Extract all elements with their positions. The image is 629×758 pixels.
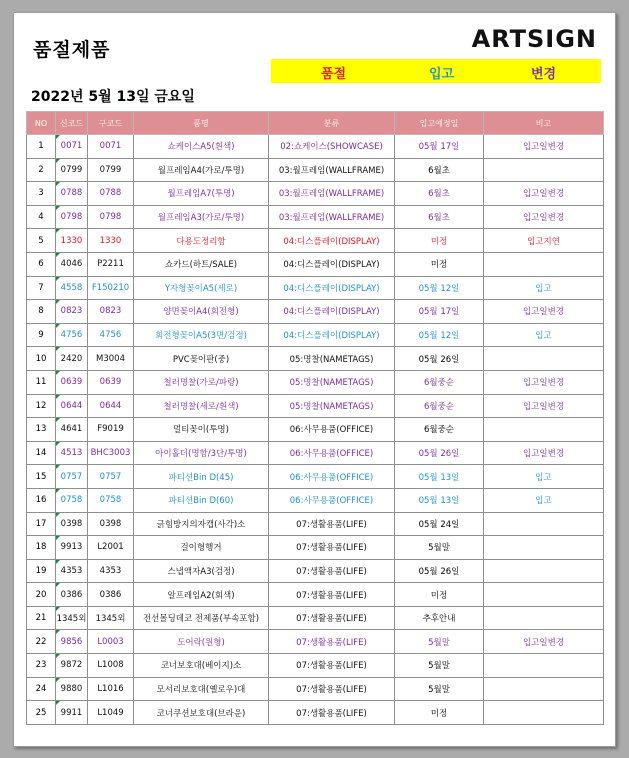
cell-old-code: 0788 bbox=[88, 182, 134, 206]
cell-category: 06:사무용품(OFFICE) bbox=[269, 418, 395, 442]
cell-category: 07:생활용품(LIFE) bbox=[269, 630, 395, 654]
cell-category: 03:월프레임(WALLFRAME) bbox=[269, 205, 395, 229]
cell-old-code: F150210 bbox=[88, 276, 134, 300]
cell-new-code: 0639 bbox=[56, 370, 88, 394]
cell-note: 입고지연 bbox=[484, 229, 604, 253]
document-page bbox=[13, 12, 616, 747]
cell-note: 입고 bbox=[484, 465, 604, 489]
table-row bbox=[27, 559, 604, 583]
table-row bbox=[27, 441, 604, 465]
cell-new-code: 0788 bbox=[56, 182, 88, 206]
cell-old-code: BHC3003 bbox=[88, 441, 134, 465]
cell-no: 17 bbox=[27, 512, 56, 536]
table-row bbox=[27, 135, 604, 159]
col-header-category: 분류 bbox=[269, 112, 395, 135]
cell-product-name: 철러명찰(세로/흰색) bbox=[134, 394, 269, 418]
table-row bbox=[27, 394, 604, 418]
cell-expected-date: 05월 26일 bbox=[395, 347, 484, 371]
col-header-note: 비고 bbox=[484, 112, 604, 135]
cell-no: 1 bbox=[27, 135, 56, 159]
cell-note: 입고일변경 bbox=[484, 441, 604, 465]
table-row bbox=[27, 182, 604, 206]
cell-old-code: L1049 bbox=[88, 701, 134, 725]
cell-no: 3 bbox=[27, 182, 56, 206]
cell-no: 9 bbox=[27, 323, 56, 347]
table-row bbox=[27, 512, 604, 536]
cell-product-name: 양면꽂이A4(회전형) bbox=[134, 300, 269, 324]
cell-new-code: 0071 bbox=[56, 135, 88, 159]
cell-product-name: 쇼카드(하트/SALE) bbox=[134, 252, 269, 276]
cell-new-code: 9880 bbox=[56, 677, 88, 701]
cell-category: 05:명찰(NAMETAGS) bbox=[269, 370, 395, 394]
cell-category: 04:디스플레이(DISPLAY) bbox=[269, 252, 395, 276]
cell-no: 22 bbox=[27, 630, 56, 654]
cell-old-code: 0798 bbox=[88, 205, 134, 229]
cell-new-code: 0398 bbox=[56, 512, 88, 536]
cell-category: 04:디스플레이(DISPLAY) bbox=[269, 300, 395, 324]
cell-expected-date: 05월 24일 bbox=[395, 512, 484, 536]
table-row bbox=[27, 418, 604, 442]
report-date: 2022년 5월 13일 금요일 bbox=[31, 89, 195, 105]
cell-category: 07:생활용품(LIFE) bbox=[269, 677, 395, 701]
cell-note: 입고일변경 bbox=[484, 630, 604, 654]
cell-expected-date: 05월 13일 bbox=[395, 488, 484, 512]
table-row bbox=[27, 677, 604, 701]
table-row bbox=[27, 205, 604, 229]
cell-expected-date: 미정 bbox=[395, 583, 484, 607]
cell-new-code: 0757 bbox=[56, 465, 88, 489]
cell-product-name: 철러명찰(가로/파랑) bbox=[134, 370, 269, 394]
cell-note bbox=[484, 654, 604, 678]
col-header-expected-date: 입고예정일 bbox=[395, 112, 484, 135]
cell-new-code: 9872 bbox=[56, 654, 88, 678]
cell-expected-date: 미정 bbox=[395, 229, 484, 253]
cell-expected-date: 5월말 bbox=[395, 677, 484, 701]
cell-note bbox=[484, 252, 604, 276]
cell-no: 20 bbox=[27, 583, 56, 607]
cell-expected-date: 05월 17일 bbox=[395, 300, 484, 324]
cell-old-code: M3004 bbox=[88, 347, 134, 371]
cell-product-name: 전선몰딩데코 전제품(부속포함) bbox=[134, 606, 269, 630]
cell-new-code: 9856 bbox=[56, 630, 88, 654]
cell-old-code: 0799 bbox=[88, 158, 134, 182]
cell-note: 입고일변경 bbox=[484, 300, 604, 324]
cell-category: 07:생활용품(LIFE) bbox=[269, 606, 395, 630]
cell-new-code: 0798 bbox=[56, 205, 88, 229]
cell-no: 15 bbox=[27, 465, 56, 489]
cell-note bbox=[484, 512, 604, 536]
cell-new-code: 0758 bbox=[56, 488, 88, 512]
cell-product-name: 쇼케이스A5(흰색) bbox=[134, 135, 269, 159]
cell-old-code: 1330 bbox=[88, 229, 134, 253]
col-header-no: NO bbox=[27, 112, 56, 135]
cell-new-code: 1345외 bbox=[56, 606, 88, 630]
cell-expected-date: 6월초 bbox=[395, 182, 484, 206]
cell-no: 12 bbox=[27, 394, 56, 418]
cell-note: 입고일변경 bbox=[484, 205, 604, 229]
cell-note bbox=[484, 347, 604, 371]
cell-new-code: 4046 bbox=[56, 252, 88, 276]
cell-note bbox=[484, 158, 604, 182]
cell-product-name: 월프레임A4(가로/투명) bbox=[134, 158, 269, 182]
cell-expected-date: 미정 bbox=[395, 701, 484, 725]
cell-new-code: 9913 bbox=[56, 536, 88, 560]
cell-product-name: 파티션Bin D(60) bbox=[134, 488, 269, 512]
cell-note bbox=[484, 701, 604, 725]
cell-old-code: 0639 bbox=[88, 370, 134, 394]
cell-new-code: 0644 bbox=[56, 394, 88, 418]
cell-old-code: 0644 bbox=[88, 394, 134, 418]
cell-new-code: 4756 bbox=[56, 323, 88, 347]
cell-note: 입고 bbox=[484, 488, 604, 512]
table-row bbox=[27, 370, 604, 394]
table-row bbox=[27, 347, 604, 371]
cell-old-code: L2001 bbox=[88, 536, 134, 560]
cell-no: 18 bbox=[27, 536, 56, 560]
cell-category: 07:생활용품(LIFE) bbox=[269, 559, 395, 583]
cell-no: 25 bbox=[27, 701, 56, 725]
table-row bbox=[27, 654, 604, 678]
table-row bbox=[27, 701, 604, 725]
cell-note: 입고일변경 bbox=[484, 394, 604, 418]
cell-no: 11 bbox=[27, 370, 56, 394]
cell-old-code: 0071 bbox=[88, 135, 134, 159]
cell-old-code: 1345외 bbox=[88, 606, 134, 630]
col-header-product-name: 품명 bbox=[134, 112, 269, 135]
cell-product-name: 알프레임A2(회색) bbox=[134, 583, 269, 607]
cell-category: 07:생활용품(LIFE) bbox=[269, 583, 395, 607]
cell-old-code: F9019 bbox=[88, 418, 134, 442]
cell-category: 05:명찰(NAMETAGS) bbox=[269, 394, 395, 418]
cell-old-code: 0386 bbox=[88, 583, 134, 607]
cell-product-name: 멀티꽂이(투명) bbox=[134, 418, 269, 442]
cell-product-name: 코너보호대(베이지)소 bbox=[134, 654, 269, 678]
cell-category: 07:생활용품(LIFE) bbox=[269, 654, 395, 678]
page-title: 품절제품 bbox=[33, 39, 111, 61]
cell-new-code: 4513 bbox=[56, 441, 88, 465]
soldout-table bbox=[26, 111, 604, 725]
cell-product-name: 월프레임A7(투명) bbox=[134, 182, 269, 206]
cell-expected-date: 6월중순 bbox=[395, 370, 484, 394]
cell-expected-date: 05월 12일 bbox=[395, 276, 484, 300]
cell-new-code: 9911 bbox=[56, 701, 88, 725]
cell-category: 06:사무용품(OFFICE) bbox=[269, 488, 395, 512]
status-legend bbox=[271, 59, 601, 83]
cell-product-name: PVC꽂이판(중) bbox=[134, 347, 269, 371]
cell-no: 7 bbox=[27, 276, 56, 300]
cell-expected-date: 05월 26일 bbox=[395, 441, 484, 465]
table-row bbox=[27, 276, 604, 300]
cell-product-name: 아이홀더(명함/3단/투명) bbox=[134, 441, 269, 465]
cell-new-code: 2420 bbox=[56, 347, 88, 371]
cell-old-code: 0758 bbox=[88, 488, 134, 512]
cell-no: 21 bbox=[27, 606, 56, 630]
cell-category: 04:디스플레이(DISPLAY) bbox=[269, 323, 395, 347]
cell-note: 입고 bbox=[484, 323, 604, 347]
cell-note bbox=[484, 677, 604, 701]
table-row bbox=[27, 158, 604, 182]
cell-note bbox=[484, 606, 604, 630]
cell-old-code: L1016 bbox=[88, 677, 134, 701]
cell-old-code: P2211 bbox=[88, 252, 134, 276]
cell-new-code: 4558 bbox=[56, 276, 88, 300]
cell-no: 8 bbox=[27, 300, 56, 324]
cell-product-name: 다용도정리함 bbox=[134, 229, 269, 253]
cell-product-name: 긁힘방지의자캡(사각)소 bbox=[134, 512, 269, 536]
table-body bbox=[27, 135, 604, 725]
cell-old-code: 0823 bbox=[88, 300, 134, 324]
cell-product-name: 파티션Bin D(45) bbox=[134, 465, 269, 489]
cell-no: 10 bbox=[27, 347, 56, 371]
cell-expected-date: 5월말 bbox=[395, 630, 484, 654]
cell-expected-date: 6월초 bbox=[395, 205, 484, 229]
cell-old-code: 0757 bbox=[88, 465, 134, 489]
cell-product-name: 회전형꽂이A5(3면/검정) bbox=[134, 323, 269, 347]
cell-no: 16 bbox=[27, 488, 56, 512]
table-row bbox=[27, 300, 604, 324]
cell-category: 02:쇼케이스(SHOWCASE) bbox=[269, 135, 395, 159]
cell-note bbox=[484, 583, 604, 607]
cell-category: 06:사무용품(OFFICE) bbox=[269, 441, 395, 465]
cell-note bbox=[484, 536, 604, 560]
cell-category: 07:생활용품(LIFE) bbox=[269, 701, 395, 725]
cell-note: 입고일변경 bbox=[484, 135, 604, 159]
cell-no: 14 bbox=[27, 441, 56, 465]
cell-old-code: 4353 bbox=[88, 559, 134, 583]
cell-expected-date: 6월초 bbox=[395, 158, 484, 182]
cell-expected-date: 6월중순 bbox=[395, 418, 484, 442]
cell-product-name: 스냅액자A3(검정) bbox=[134, 559, 269, 583]
cell-product-name: 모서리보호대(옐로우)대 bbox=[134, 677, 269, 701]
cell-no: 2 bbox=[27, 158, 56, 182]
cell-new-code: 4353 bbox=[56, 559, 88, 583]
cell-new-code: 0799 bbox=[56, 158, 88, 182]
cell-no: 6 bbox=[27, 252, 56, 276]
cell-expected-date: 05월 17일 bbox=[395, 135, 484, 159]
cell-product-name: 도어락(원형) bbox=[134, 630, 269, 654]
cell-category: 05:명찰(NAMETAGS) bbox=[269, 347, 395, 371]
cell-expected-date: 미정 bbox=[395, 252, 484, 276]
cell-expected-date: 05월 12일 bbox=[395, 323, 484, 347]
cell-expected-date: 6월중순 bbox=[395, 394, 484, 418]
table-row bbox=[27, 323, 604, 347]
col-header-old-code: 구코드 bbox=[88, 112, 134, 135]
table-row bbox=[27, 536, 604, 560]
cell-expected-date: 5월말 bbox=[395, 536, 484, 560]
table-row bbox=[27, 465, 604, 489]
col-header-new-code: 신코드 bbox=[56, 112, 88, 135]
cell-old-code: L1008 bbox=[88, 654, 134, 678]
legend-soldout: 품절 bbox=[321, 67, 347, 82]
table-row bbox=[27, 606, 604, 630]
cell-no: 19 bbox=[27, 559, 56, 583]
cell-category: 06:사무용품(OFFICE) bbox=[269, 465, 395, 489]
cell-product-name: 걸이형행거 bbox=[134, 536, 269, 560]
cell-old-code: 4756 bbox=[88, 323, 134, 347]
cell-expected-date: 05월 26일 bbox=[395, 559, 484, 583]
cell-note bbox=[484, 418, 604, 442]
cell-note: 입고일변경 bbox=[484, 182, 604, 206]
cell-category: 07:생활용품(LIFE) bbox=[269, 536, 395, 560]
cell-no: 4 bbox=[27, 205, 56, 229]
cell-product-name: 월프레임A3(가로/투명) bbox=[134, 205, 269, 229]
cell-category: 07:생활용품(LIFE) bbox=[269, 512, 395, 536]
cell-new-code: 4641 bbox=[56, 418, 88, 442]
table-header-row bbox=[27, 112, 604, 135]
cell-category: 04:디스플레이(DISPLAY) bbox=[269, 276, 395, 300]
table-row bbox=[27, 252, 604, 276]
brand-logo: ARTSIGN bbox=[471, 25, 597, 53]
cell-category: 03:월프레임(WALLFRAME) bbox=[269, 182, 395, 206]
legend-change: 변경 bbox=[531, 67, 557, 82]
cell-no: 24 bbox=[27, 677, 56, 701]
cell-note: 입고일변경 bbox=[484, 370, 604, 394]
cell-no: 13 bbox=[27, 418, 56, 442]
cell-no: 23 bbox=[27, 654, 56, 678]
cell-no: 5 bbox=[27, 229, 56, 253]
cell-old-code: L0003 bbox=[88, 630, 134, 654]
table-row bbox=[27, 488, 604, 512]
cell-new-code: 0823 bbox=[56, 300, 88, 324]
table-row bbox=[27, 229, 604, 253]
legend-incoming: 입고 bbox=[429, 67, 455, 82]
cell-new-code: 1330 bbox=[56, 229, 88, 253]
cell-new-code: 0386 bbox=[56, 583, 88, 607]
cell-old-code: 0398 bbox=[88, 512, 134, 536]
cell-expected-date: 추후안내 bbox=[395, 606, 484, 630]
table-row bbox=[27, 583, 604, 607]
cell-note: 입고 bbox=[484, 276, 604, 300]
cell-product-name: Y자형꽂이A5(세로) bbox=[134, 276, 269, 300]
cell-category: 03:월프레임(WALLFRAME) bbox=[269, 158, 395, 182]
table-row bbox=[27, 630, 604, 654]
cell-expected-date: 5월말 bbox=[395, 654, 484, 678]
cell-expected-date: 05월 13일 bbox=[395, 465, 484, 489]
cell-category: 04:디스플레이(DISPLAY) bbox=[269, 229, 395, 253]
cell-note bbox=[484, 559, 604, 583]
cell-product-name: 코너쿠션보호대(브라운) bbox=[134, 701, 269, 725]
